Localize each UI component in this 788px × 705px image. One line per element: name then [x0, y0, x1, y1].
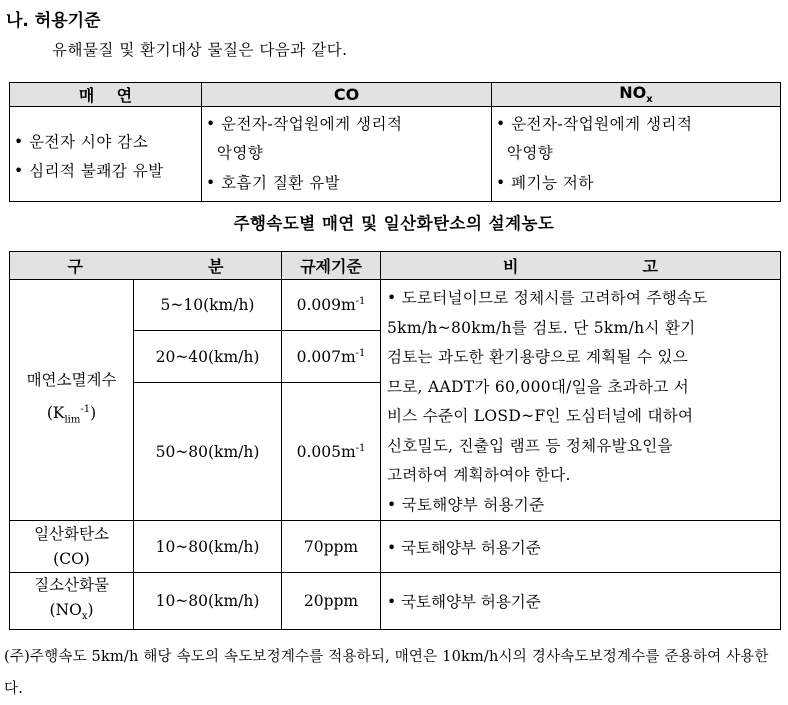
note-line: 고려하여 계획하여야 한다.	[387, 466, 571, 484]
speed-cell: 10~80(km/h)	[134, 521, 282, 573]
list-item: • 심리적 불쾌감 유발	[14, 162, 164, 180]
nox-effects-cell	[492, 107, 781, 202]
list-item: • 폐기능 저하	[496, 173, 594, 192]
header-co: CO	[202, 83, 492, 107]
speed-cell: 10~80(km/h)	[134, 573, 282, 630]
design-concentration-table	[9, 251, 781, 630]
note-line: 므로, AADT가 60,000대/일을 초과하고 서	[387, 377, 690, 396]
table-row	[10, 521, 781, 573]
smoke-unit	[10, 395, 133, 434]
standard-value: 0.005m	[296, 442, 356, 461]
speed-cell: 50~80(km/h)	[134, 383, 282, 521]
nox-unit-sub: x	[81, 611, 88, 623]
standard-cell: 70ppm	[282, 521, 381, 573]
list-item: 악영향	[206, 144, 264, 163]
section-heading: 나. 허용기준	[6, 11, 101, 31]
standard-value: 0.007m	[296, 347, 356, 366]
list-item: • 운전자-작업원에게 생리적	[206, 114, 403, 133]
header-remarks-a: 비	[503, 257, 519, 276]
header-category-b: 분	[208, 257, 224, 276]
co-label: 일산화탄소	[34, 524, 109, 543]
header-nox-main: NO	[619, 83, 647, 103]
standard-sup: -1	[355, 442, 366, 454]
nox-label-cell	[10, 573, 134, 630]
header-nox	[492, 83, 781, 107]
table2-title: 주행속도별 매연 및 일산화탄소의 설계농도	[233, 214, 555, 233]
pollutant-table-header	[10, 83, 781, 107]
smoke-unit-sub: lim	[64, 414, 81, 426]
co-note-cell: • 국토해양부 허용기준	[381, 521, 781, 573]
list-item: • 호흡기 질환 유발	[206, 173, 341, 192]
header-category-a: 구	[67, 257, 83, 276]
nox-note-cell: • 국토해양부 허용기준	[381, 573, 781, 630]
smoke-group-label	[10, 280, 134, 521]
co-effects-cell	[202, 107, 492, 202]
list-item: • 운전자 시야 감소	[14, 132, 149, 151]
table2-header	[10, 252, 781, 280]
nox-label: 질소산화물	[34, 576, 109, 594]
speed-cell: 5~10(km/h)	[134, 280, 282, 331]
pollutant-table-row	[10, 107, 781, 202]
nox-unit	[10, 598, 133, 629]
co-unit: (CO)	[53, 549, 90, 568]
list-item: 악영향	[496, 144, 554, 163]
standard-sup: -1	[355, 296, 366, 308]
list-item: • 운전자-작업원에게 생리적	[496, 114, 693, 133]
note-line: 신호밀도, 진출입 램프 등 정체유발요인을	[387, 436, 673, 455]
smoke-note-cell	[381, 280, 781, 521]
header-remarks-b: 고	[642, 257, 658, 276]
footnote: (주)주행속도 5km/h 해당 속도의 속도보정계수를 적용하되, 매연은 10km/h시의 경사속도보정계수를 준용하여 사용한다.	[4, 649, 769, 697]
smoke-note	[387, 284, 780, 520]
pollutant-table	[9, 82, 781, 202]
standard-cell	[282, 383, 381, 521]
header-smoke: 매 연	[10, 83, 202, 107]
header-nox-sub: x	[646, 94, 653, 106]
header-category	[10, 252, 282, 280]
note-line: 비스 수준이 LOSD~F인 도심터널에 대하여	[387, 407, 694, 425]
standard-cell	[282, 280, 381, 331]
speed-cell: 20~40(km/h)	[134, 331, 282, 383]
standard-sup: -1	[355, 347, 366, 359]
note-line: • 도로터널이므로 정체시를 고려하여 주행속도	[387, 289, 708, 307]
note-line: • 국토해양부 허용기준	[387, 495, 545, 514]
standard-cell	[282, 331, 381, 383]
table-row	[10, 280, 781, 331]
note-line: 검토는 과도한 환기용량으로 계획될 수 있으	[387, 348, 689, 366]
standard-value: 0.009m	[296, 296, 356, 315]
header-standard: 규제기준	[282, 252, 381, 280]
note-line: 5km/h~80km/h를 검토. 단 5km/h시 환기	[387, 318, 696, 337]
co-label-cell	[10, 521, 134, 573]
smoke-unit-post: )	[90, 404, 97, 423]
header-remarks	[381, 252, 781, 280]
table-row	[10, 573, 781, 630]
smoke-effects-cell	[10, 107, 202, 202]
nox-unit-pre: (NO	[49, 601, 82, 619]
smoke-unit-sup: -1	[80, 403, 91, 415]
standard-cell: 20ppm	[282, 573, 381, 630]
smoke-unit-pre: (K	[46, 404, 65, 423]
intro-text: 유해물질 및 환기대상 물질은 다음과 같다.	[52, 41, 348, 59]
smoke-label: 매연소멸계수	[26, 370, 117, 389]
nox-unit-post: )	[87, 601, 94, 619]
